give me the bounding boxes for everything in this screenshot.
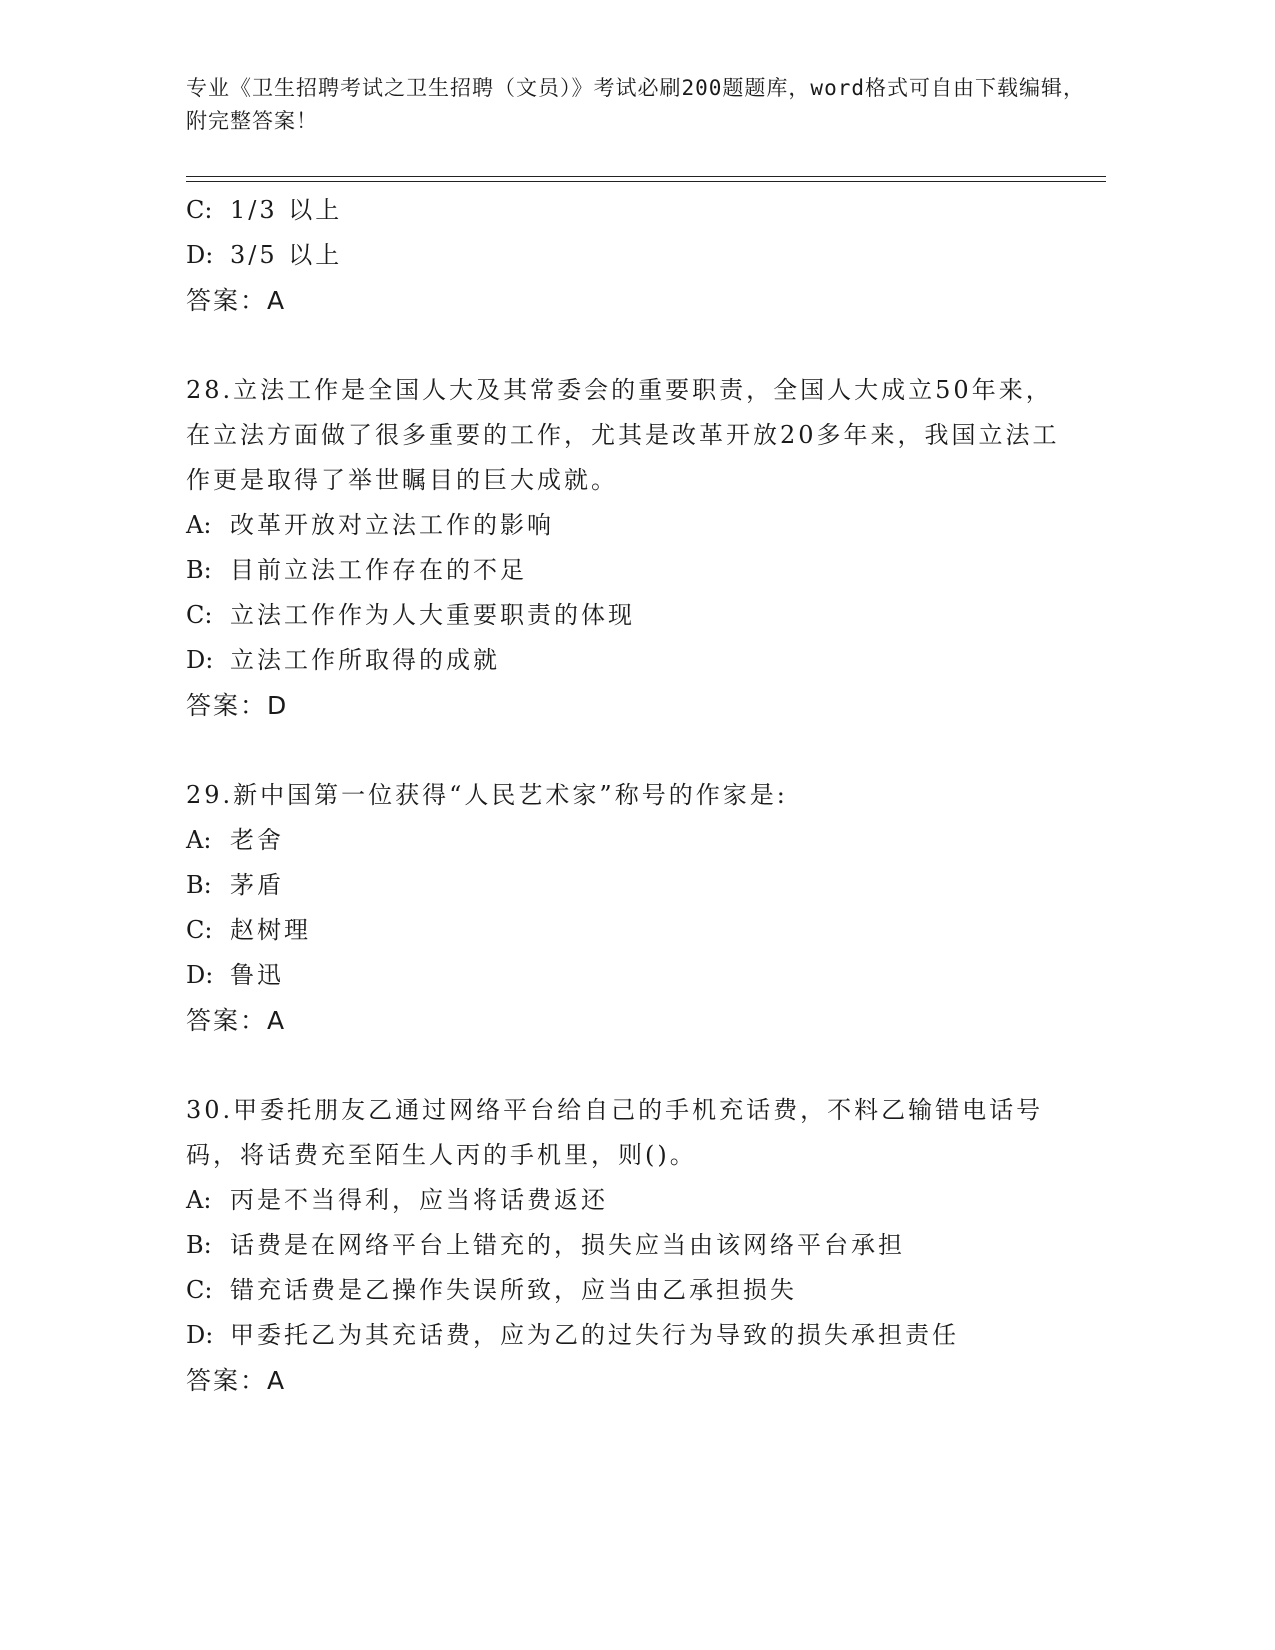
question-list [186,188,1076,1403]
option-prefix: A: [186,511,212,539]
option-line [186,1268,1076,1313]
option-prefix: C: [186,1276,213,1304]
question-block [186,1088,1076,1403]
option-prefix: D: [186,646,214,674]
option-line [186,188,1076,233]
question-block [186,188,1076,323]
option-text: 3/5 以上 [230,241,343,269]
option-line [186,233,1076,278]
option-prefix: B: [186,1231,212,1259]
document-header: 专业《卫生招聘考试之卫生招聘（文员）》考试必刷200题题库，word格式可自由下载编辑，附完整答案！ [186,76,1085,133]
answer-line: 答案：A [186,286,287,315]
answer-line: 答案：D [186,691,289,720]
option-prefix: A: [186,826,212,854]
option-text: 目前立法工作存在的不足 [230,556,527,584]
option-line [186,593,1076,638]
option-prefix: C: [186,196,213,224]
option-line [186,1223,1076,1268]
option-text: 1/3 以上 [230,196,343,224]
option-prefix: B: [186,556,212,584]
option-line [186,548,1076,593]
option-text: 茅盾 [230,871,284,899]
option-line [186,1313,1076,1358]
option-text: 丙是不当得利，应当将话费返还 [230,1186,608,1214]
answer-line: 答案：A [186,1366,287,1395]
option-prefix: C: [186,916,213,944]
option-line [186,818,1076,863]
option-prefix: D: [186,241,214,269]
option-line [186,638,1076,683]
option-text: 话费是在网络平台上错充的，损失应当由该网络平台承担 [230,1231,905,1259]
option-line [186,1178,1076,1223]
header-rule-top [186,176,1106,177]
option-text: 立法工作所取得的成就 [230,646,500,674]
option-prefix: B: [186,871,212,899]
option-text: 改革开放对立法工作的影响 [230,511,554,539]
question-text: 28.立法工作是全国人大及其常委会的重要职责，全国人大成立50年来，在立法方面做了很多重要的工作，尤其是改革开放20多年来，我国立法工作更是取得了举世瞩目的巨大成就。 [186,376,1060,494]
option-text: 鲁迅 [230,961,284,989]
option-text: 赵树理 [230,916,311,944]
option-text: 老舍 [230,826,284,854]
answer-line: 答案：A [186,1006,287,1035]
question-block [186,368,1076,728]
question-block [186,773,1076,1043]
question-text: 29.新中国第一位获得“人民艺术家”称号的作家是: [186,781,788,809]
option-prefix: D: [186,1321,214,1349]
option-text: 立法工作作为人大重要职责的体现 [230,601,635,629]
option-prefix: C: [186,601,213,629]
option-line [186,908,1076,953]
option-line [186,863,1076,908]
header-rule-bottom [186,181,1106,182]
option-line [186,503,1076,548]
option-prefix: A: [186,1186,212,1214]
option-prefix: D: [186,961,214,989]
question-text: 30.甲委托朋友乙通过网络平台给自己的手机充话费，不料乙输错电话号码，将话费充至陌生人丙的手机里，则()。 [186,1096,1044,1169]
option-text: 甲委托乙为其充话费，应为乙的过失行为导致的损失承担责任 [230,1321,959,1349]
option-text: 错充话费是乙操作失误所致，应当由乙承担损失 [230,1276,797,1304]
option-line [186,953,1076,998]
